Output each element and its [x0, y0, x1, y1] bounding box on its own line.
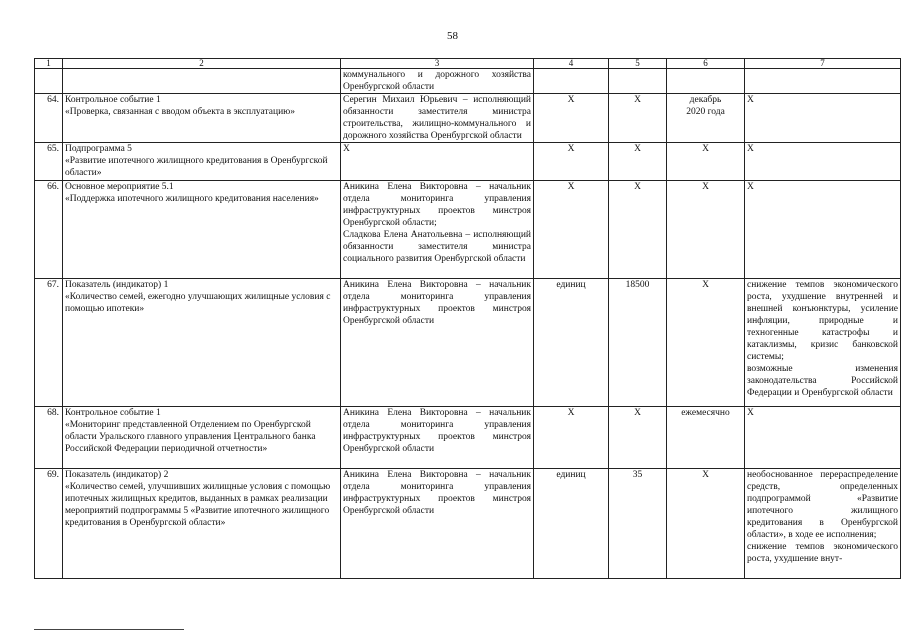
deadline-cell-paragraph: декабрь: [689, 95, 722, 105]
responsible-cell-paragraph: Аникина Елена Викторовна – начальник отдела мониторинга управления инфраструктурных проектов минстроя Оренбургской области;: [343, 182, 531, 228]
deadline-cell-paragraph: X: [702, 144, 709, 154]
deadline-cell: [667, 279, 745, 407]
deadline-cell-paragraph: X: [702, 280, 709, 290]
responsible-cell-paragraph: Аникина Елена Викторовна – начальник отдела мониторинга управления инфраструктурных проектов минстроя Оренбургской области: [343, 408, 531, 454]
table-row: [35, 143, 901, 181]
responsible-cell: [341, 279, 534, 407]
deadline-cell-paragraph: X: [702, 470, 709, 480]
value-cell: X: [609, 94, 667, 143]
unit-cell: X: [534, 94, 609, 143]
deadline-cell-paragraph: X: [702, 182, 709, 192]
value-cell: [609, 69, 667, 94]
measure-name-cell: [63, 279, 341, 407]
deadline-cell: [667, 94, 745, 143]
value-cell: X: [609, 143, 667, 181]
page-number: 58: [447, 30, 458, 42]
measure-name-cell: [63, 94, 341, 143]
risk-cell-paragraph: необоснованное перераспределение средств, определенных подпрограммой «Развитие ипотечного жилищного кредитования в Оренбургской области», в ходе ее исполнения;: [747, 470, 898, 540]
risk-cell: [745, 279, 901, 407]
risk-cell: [745, 407, 901, 469]
deadline-cell-paragraph: 2020 года: [686, 107, 725, 117]
responsible-cell: [341, 143, 534, 181]
unit-cell: X: [534, 407, 609, 469]
column-number: 2: [63, 59, 341, 69]
responsible-cell: [341, 469, 534, 579]
deadline-cell: [667, 143, 745, 181]
responsible-cell-paragraph: Аникина Елена Викторовна – начальник отдела мониторинга управления инфраструктурных проектов минстроя Оренбургской области: [343, 280, 531, 326]
measure-name-cell-paragraph: «Проверка, связанная с вводом объекта в эксплуатацию»: [65, 107, 296, 117]
measure-name-cell-paragraph: Контрольное событие 1: [65, 408, 161, 418]
deadline-cell: [667, 407, 745, 469]
risk-cell-paragraph: X: [747, 144, 754, 154]
risk-cell: [745, 143, 901, 181]
table-row: [35, 279, 901, 407]
responsible-cell-paragraph: Сладкова Елена Анатольевна – исполняющий обязанности заместителя министра социального развития Оренбургской области: [343, 230, 531, 264]
measure-name-cell: [63, 181, 341, 279]
column-number: 1: [35, 59, 63, 69]
measures-table: [34, 58, 901, 579]
measure-name-cell-paragraph: «Поддержка ипотечного жилищного кредитования населения»: [65, 194, 319, 204]
row-number-cell: 69.: [35, 469, 63, 579]
measure-name-cell-paragraph: Показатель (индикатор) 1: [65, 280, 169, 290]
row-number-cell: 68.: [35, 407, 63, 469]
risk-cell-paragraph: X: [747, 182, 754, 192]
column-number: 6: [667, 59, 745, 69]
measure-name-cell-paragraph: «Количество семей, улучшивших жилищные условия с помощью ипотечных жилищных кредитов, выданных в рамках реализации мероприятий подпрограммы 5 «Развитие ипотечного жилищного кредитования в Оренбургской области»: [65, 482, 331, 528]
bottom-rule: [34, 629, 184, 630]
responsible-cell-paragraph: Аникина Елена Викторовна – начальник отдела мониторинга управления инфраструктурных проектов минстроя Оренбургской области: [343, 470, 531, 516]
risk-cell: [745, 181, 901, 279]
risk-cell: [745, 69, 901, 94]
measure-name-cell: [63, 69, 341, 94]
value-cell: X: [609, 181, 667, 279]
column-number-row: [35, 59, 901, 69]
measure-name-cell-paragraph: «Мониторинг представленной Отделением по Оренбургской области Уральского главного управления Центрального банка Российской Федерации периодичной отчетности»: [65, 420, 316, 454]
deadline-cell-paragraph: ежемесячно: [681, 408, 730, 418]
risk-cell-paragraph: возможные изменения законодательства Российской Федерации и Оренбургской области: [747, 364, 898, 398]
unit-cell: X: [534, 143, 609, 181]
row-number-cell: [35, 69, 63, 94]
risk-cell-paragraph: X: [747, 408, 754, 418]
table-row: [35, 407, 901, 469]
table-row: [35, 181, 901, 279]
column-number: 7: [745, 59, 901, 69]
responsible-cell-paragraph: Серегин Михаил Юрьевич – исполняющий обязанности заместителя министра строительства, жилищно-коммунального и дорожного хозяйства Оренбургской области: [343, 95, 531, 141]
column-number: 4: [534, 59, 609, 69]
responsible-cell: [341, 181, 534, 279]
row-number-cell: 66.: [35, 181, 63, 279]
measure-name-cell-paragraph: Контрольное событие 1: [65, 95, 161, 105]
responsible-cell-paragraph: X: [343, 144, 350, 154]
value-cell: 35: [609, 469, 667, 579]
table-row: [35, 69, 901, 94]
measure-name-cell: [63, 407, 341, 469]
measure-name-cell: [63, 469, 341, 579]
risk-cell: [745, 469, 901, 579]
responsible-cell-paragraph: коммунального и дорожного хозяйства Оренбургской области: [343, 70, 531, 92]
table-row: [35, 94, 901, 143]
deadline-cell: [667, 69, 745, 94]
responsible-cell: [341, 94, 534, 143]
measure-name-cell-paragraph: «Развитие ипотечного жилищного кредитования в Оренбургской области»: [65, 156, 328, 178]
value-cell: X: [609, 407, 667, 469]
risk-cell-paragraph: X: [747, 95, 754, 105]
value-cell: 18500: [609, 279, 667, 407]
row-number-cell: 65.: [35, 143, 63, 181]
measure-name-cell-paragraph: «Количество семей, ежегодно улучшающих жилищные условия с помощью ипотеки»: [65, 292, 331, 314]
column-number: 5: [609, 59, 667, 69]
measure-name-cell-paragraph: Основное мероприятие 5.1: [65, 182, 174, 192]
unit-cell: единиц: [534, 279, 609, 407]
risk-cell-paragraph: снижение темпов экономического роста, ухудшение внут-: [747, 542, 898, 564]
row-number-cell: 67.: [35, 279, 63, 407]
unit-cell: X: [534, 181, 609, 279]
table-row: [35, 469, 901, 579]
responsible-cell: [341, 407, 534, 469]
deadline-cell: [667, 181, 745, 279]
unit-cell: единиц: [534, 469, 609, 579]
measure-name-cell: [63, 143, 341, 181]
unit-cell: [534, 69, 609, 94]
responsible-cell: [341, 69, 534, 94]
measure-name-cell-paragraph: Подпрограмма 5: [65, 144, 132, 154]
deadline-cell: [667, 469, 745, 579]
risk-cell: [745, 94, 901, 143]
column-number: 3: [341, 59, 534, 69]
row-number-cell: 64.: [35, 94, 63, 143]
measure-name-cell-paragraph: Показатель (индикатор) 2: [65, 470, 169, 480]
risk-cell-paragraph: снижение темпов экономического роста, ухудшение внутренней и внешней конъюнктуры, усиление инфляции, природные и техногенные катастрофы и катаклизмы, кризис банковской системы;: [747, 280, 898, 362]
